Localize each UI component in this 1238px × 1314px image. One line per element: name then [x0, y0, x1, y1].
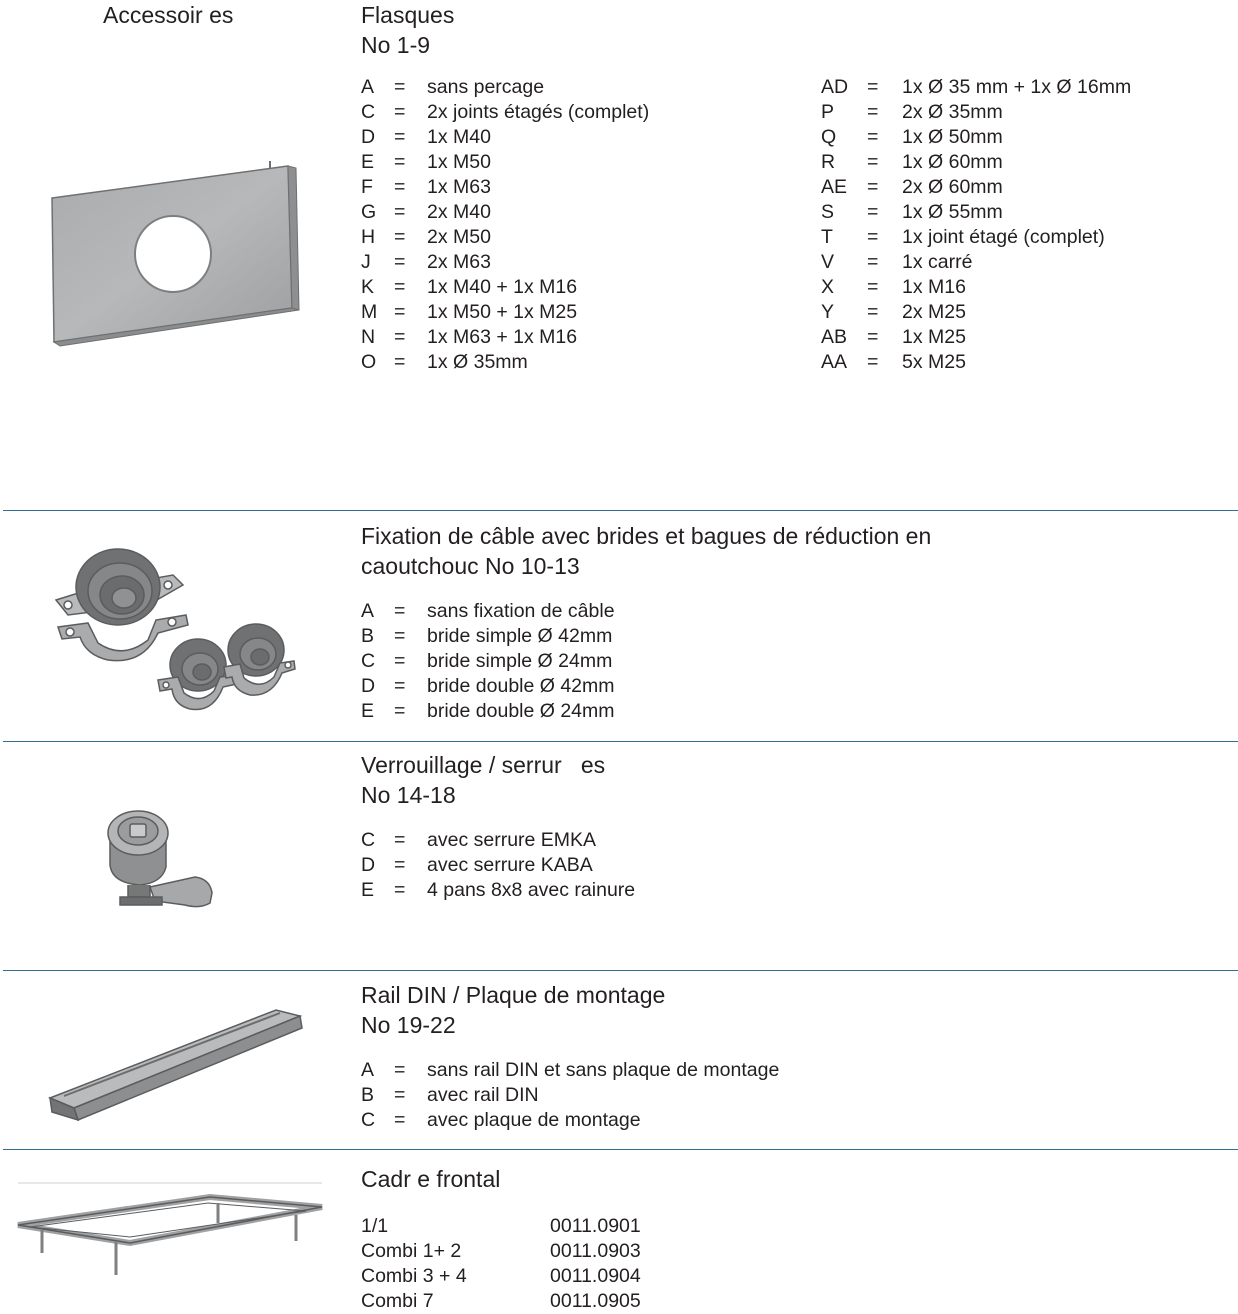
option-equals: = — [394, 1084, 406, 1106]
flange-plate-image — [40, 160, 305, 350]
option-row — [821, 175, 1221, 200]
option-key: B — [361, 625, 375, 647]
option-equals: = — [867, 351, 879, 373]
verrouillage-subtitle: No 14-18 — [361, 782, 456, 808]
option-value: 2x M50 — [427, 226, 491, 248]
option-key: F — [361, 176, 373, 198]
option-value: 1x M50 + 1x M25 — [427, 301, 578, 323]
option-row — [821, 150, 1221, 175]
lock-image — [100, 805, 245, 915]
section-divider — [3, 1149, 1238, 1150]
option-value: sans fixation de câble — [427, 600, 615, 622]
option-value: 2x M63 — [427, 251, 491, 273]
option-row — [361, 250, 781, 275]
fixation-options — [361, 599, 781, 724]
fixation-heading — [361, 521, 931, 581]
option-row — [361, 275, 781, 300]
option-equals: = — [394, 625, 406, 647]
option-value: 1x M40 + 1x M16 — [427, 276, 578, 298]
option-key: P — [821, 101, 835, 123]
rail-heading — [361, 980, 665, 1040]
option-key: X — [821, 276, 835, 298]
option-row — [361, 624, 781, 649]
cadre-item-label: Combi 1+ 2 — [361, 1240, 462, 1262]
option-row — [361, 325, 781, 350]
flasques-heading — [361, 0, 454, 60]
verrouillage-title: Verrouillage / serrur es — [361, 752, 606, 778]
option-equals: = — [394, 700, 406, 722]
front-frame-image — [10, 1175, 330, 1305]
option-key: O — [361, 351, 377, 373]
option-key: AE — [821, 176, 848, 198]
option-key: H — [361, 226, 376, 248]
option-value: bride simple Ø 24mm — [427, 650, 613, 672]
option-key: C — [361, 101, 376, 123]
option-key: E — [361, 879, 375, 901]
option-equals: = — [867, 226, 879, 248]
option-value: 2x Ø 60mm — [902, 176, 1003, 198]
option-value: 2x M40 — [427, 201, 491, 223]
option-key: A — [361, 76, 375, 98]
option-key: D — [361, 126, 376, 148]
verrouillage-heading — [361, 750, 605, 810]
section-divider — [3, 741, 1238, 742]
section-divider — [3, 510, 1238, 511]
option-row — [821, 125, 1221, 150]
option-value: avec serrure EMKA — [427, 829, 597, 851]
option-equals: = — [394, 650, 406, 672]
cadre-title: Cadr e frontal — [361, 1166, 501, 1192]
option-key: AA — [821, 351, 848, 373]
option-equals: = — [867, 76, 879, 98]
rail-options — [361, 1058, 841, 1133]
cadre-item-label: 1/1 — [361, 1215, 389, 1237]
option-row — [821, 275, 1221, 300]
option-row — [361, 853, 781, 878]
option-equals: = — [394, 600, 406, 622]
option-equals: = — [394, 201, 406, 223]
option-equals: = — [394, 351, 406, 373]
option-key: E — [361, 151, 375, 173]
option-key: M — [361, 301, 378, 323]
option-row — [361, 200, 781, 225]
option-value: avec rail DIN — [427, 1084, 539, 1106]
option-value: bride double Ø 24mm — [427, 700, 615, 722]
option-row — [361, 1083, 841, 1108]
option-row — [361, 125, 781, 150]
option-key: AB — [821, 326, 848, 348]
option-key: R — [821, 151, 836, 173]
cadre-item-row — [361, 1264, 781, 1289]
option-key: N — [361, 326, 376, 348]
option-key: AD — [821, 76, 849, 98]
option-row — [361, 878, 781, 903]
option-equals: = — [867, 326, 879, 348]
option-equals: = — [394, 126, 406, 148]
fixation-title: Fixation de câble avec brides et bagues de réduction en — [361, 523, 932, 549]
option-equals: = — [394, 251, 406, 273]
option-value: 2x Ø 35mm — [902, 101, 1003, 123]
option-row — [361, 75, 781, 100]
flasques-left-options — [361, 75, 781, 375]
option-key: D — [361, 854, 376, 876]
flasques-right-options — [821, 75, 1221, 375]
option-value: sans rail DIN et sans plaque de montage — [427, 1059, 780, 1081]
option-equals: = — [394, 301, 406, 323]
option-row — [361, 300, 781, 325]
option-row — [821, 75, 1221, 100]
verrouillage-options — [361, 828, 781, 903]
option-value: 2x M25 — [902, 301, 966, 323]
cadre-item-row — [361, 1214, 781, 1239]
option-value: bride simple Ø 42mm — [427, 625, 613, 647]
option-equals: = — [394, 1059, 406, 1081]
rail-subtitle: No 19-22 — [361, 1012, 456, 1038]
option-equals: = — [394, 879, 406, 901]
option-key: E — [361, 700, 375, 722]
option-row — [361, 225, 781, 250]
option-equals: = — [394, 675, 406, 697]
cadre-item-row — [361, 1289, 781, 1314]
option-equals: = — [394, 151, 406, 173]
option-equals: = — [867, 301, 879, 323]
cadre-item-code: 0011.0901 — [550, 1215, 641, 1237]
option-equals: = — [867, 251, 879, 273]
option-row — [361, 699, 781, 724]
option-key: C — [361, 650, 376, 672]
option-value: 1x Ø 50mm — [902, 126, 1003, 148]
option-value: 1x carré — [902, 251, 973, 273]
option-value: avec plaque de montage — [427, 1109, 641, 1131]
option-value: avec serrure KABA — [427, 854, 593, 876]
option-equals: = — [867, 176, 879, 198]
fixation-subtitle: caoutchouc No 10-13 — [361, 553, 580, 579]
cadre-item-label: Combi 3 + 4 — [361, 1265, 467, 1287]
option-key: B — [361, 1084, 375, 1106]
option-equals: = — [394, 226, 406, 248]
option-key: S — [821, 201, 835, 223]
option-value: 4 pans 8x8 avec rainure — [427, 879, 636, 901]
option-row — [361, 649, 781, 674]
option-value: 1x Ø 60mm — [902, 151, 1003, 173]
cadre-items — [361, 1214, 781, 1314]
option-row — [361, 175, 781, 200]
option-value: 5x M25 — [902, 351, 966, 373]
option-row — [361, 1058, 841, 1083]
option-row — [821, 250, 1221, 275]
option-key: D — [361, 675, 376, 697]
cadre-item-code: 0011.0905 — [550, 1290, 641, 1312]
option-value: 1x Ø 35 mm + 1x Ø 16mm — [902, 76, 1132, 98]
option-value: 1x M50 — [427, 151, 491, 173]
option-key: T — [821, 226, 833, 248]
din-rail-image — [44, 1000, 306, 1125]
option-value: 1x M63 + 1x M16 — [427, 326, 578, 348]
flasques-title: Flasques — [361, 2, 455, 28]
rail-title: Rail DIN / Plaque de montage — [361, 982, 666, 1008]
option-equals: = — [867, 126, 879, 148]
option-row — [821, 100, 1221, 125]
option-equals: = — [394, 176, 406, 198]
option-row — [361, 150, 781, 175]
option-key: J — [361, 251, 371, 273]
option-row — [361, 350, 781, 375]
option-equals: = — [867, 101, 879, 123]
cadre-item-code: 0011.0904 — [550, 1265, 641, 1287]
option-row — [361, 674, 781, 699]
option-value: 1x Ø 35mm — [427, 351, 528, 373]
option-key: Q — [821, 126, 837, 148]
option-key: A — [361, 600, 375, 622]
option-equals: = — [394, 829, 406, 851]
flasques-subtitle: No 1-9 — [361, 32, 431, 58]
option-key: K — [361, 276, 375, 298]
option-equals: = — [394, 101, 406, 123]
option-row — [821, 350, 1221, 375]
option-equals: = — [867, 151, 879, 173]
option-row — [821, 300, 1221, 325]
option-value: 1x joint étagé (complet) — [902, 226, 1105, 248]
option-equals: = — [394, 854, 406, 876]
cable-clamp-image — [48, 545, 298, 720]
option-value: 1x M16 — [902, 276, 966, 298]
option-key: G — [361, 201, 377, 223]
option-value: 1x Ø 55mm — [902, 201, 1003, 223]
option-row — [361, 599, 781, 624]
option-value: 2x joints étagés (complet) — [427, 101, 650, 123]
option-equals: = — [394, 326, 406, 348]
option-key: C — [361, 829, 376, 851]
option-equals: = — [394, 76, 406, 98]
option-key: A — [361, 1059, 375, 1081]
option-key: V — [821, 251, 835, 273]
cadre-item-row — [361, 1239, 781, 1264]
option-value: sans percage — [427, 76, 545, 98]
option-value: 1x M63 — [427, 176, 491, 198]
option-key: C — [361, 1109, 376, 1131]
option-equals: = — [394, 1109, 406, 1131]
cadre-item-code: 0011.0903 — [550, 1240, 641, 1262]
option-value: 1x M40 — [427, 126, 491, 148]
option-value: bride double Ø 42mm — [427, 675, 615, 697]
option-value: 1x M25 — [902, 326, 966, 348]
option-row — [361, 100, 781, 125]
cadre-item-label: Combi 7 — [361, 1290, 434, 1312]
option-row — [821, 325, 1221, 350]
option-equals: = — [867, 276, 879, 298]
page-title: Accessoir es — [103, 2, 234, 28]
option-row — [361, 1108, 841, 1133]
section-divider — [3, 970, 1238, 971]
option-equals: = — [867, 201, 879, 223]
option-equals: = — [394, 276, 406, 298]
option-row — [821, 225, 1221, 250]
option-row — [361, 828, 781, 853]
option-key: Y — [821, 301, 835, 323]
option-row — [821, 200, 1221, 225]
